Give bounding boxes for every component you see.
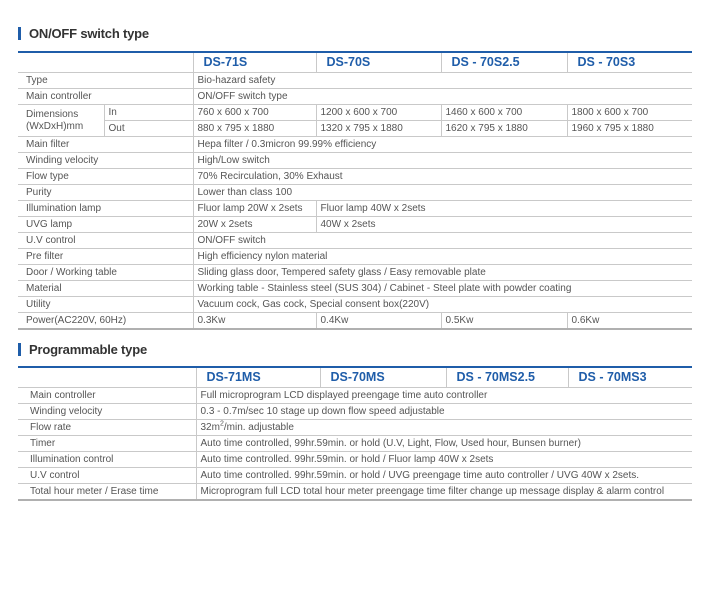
cell-value: Fluor lamp 20W x 2sets [193, 201, 316, 217]
row-label: Pre filter [18, 249, 193, 265]
table-row [18, 89, 692, 105]
row-label: Utility [18, 297, 193, 313]
row-label: Main controller [18, 388, 196, 404]
section-title-programmable [18, 341, 147, 357]
row-label: UVG lamp [18, 217, 193, 233]
flow-rate-exponent: 2 [219, 420, 224, 428]
table-row [18, 169, 692, 185]
header-blank [18, 52, 193, 73]
table-row [18, 297, 692, 313]
row-label: Illumination lamp [18, 201, 193, 217]
sub-label: Out [104, 121, 193, 137]
row-value: High/Low switch [193, 153, 692, 169]
row-value: Working table - Stainless steel (SUS 304) / Cabinet - Steel plate with powder coating [193, 281, 692, 297]
row-label: Illumination control [18, 452, 196, 468]
row-value: ON/OFF switch [193, 233, 692, 249]
table-row [18, 281, 692, 297]
table-row [18, 420, 692, 436]
table-row [18, 137, 692, 153]
table-row [18, 185, 692, 201]
table-row [18, 404, 692, 420]
table-row [18, 217, 692, 233]
model-name: DS - 70S3 [567, 52, 692, 73]
model-name: DS-71MS [196, 367, 320, 388]
model-header-row [18, 52, 692, 73]
cell-value: 20W x 2sets [193, 217, 316, 233]
row-value: ON/OFF switch type [193, 89, 692, 105]
cell-value: 1620 x 795 x 1880 [441, 121, 567, 137]
table-row [18, 388, 692, 404]
row-value: Auto time controlled. 99hr.59min. or hold / Fluor lamp 40W x 2sets [196, 452, 692, 468]
model-header-row [18, 367, 692, 388]
row-value: Hepa filter / 0.3micron 99.99% efficiency [193, 137, 692, 153]
table-row [18, 201, 692, 217]
onoff-spec-table [18, 51, 692, 330]
table-row [18, 153, 692, 169]
row-value: Bio-hazard safety [193, 73, 692, 89]
row-value: Auto time controlled, 99hr.59min. or hold (U.V, Light, Flow, Used hour, Bunsen burner) [196, 436, 692, 452]
row-value: 0.3 - 0.7m/sec 10 stage up down flow speed adjustable [196, 404, 692, 420]
model-name: DS-70S [316, 52, 441, 73]
cell-value: 0.5Kw [441, 313, 567, 330]
row-value [196, 420, 692, 436]
cell-value: 1320 x 795 x 1880 [316, 121, 441, 137]
cell-value: 1800 x 600 x 700 [567, 105, 692, 121]
cell-value: 0.4Kw [316, 313, 441, 330]
table-row [18, 105, 692, 121]
model-name: DS-71S [193, 52, 316, 73]
table-row [18, 484, 692, 501]
row-value: High efficiency nylon material [193, 249, 692, 265]
title-marker [18, 27, 21, 40]
header-blank [18, 367, 196, 388]
table-row [18, 233, 692, 249]
flow-rate-value: 32m [200, 422, 220, 433]
cell-value: 1460 x 600 x 700 [441, 105, 567, 121]
row-label: Door / Working table [18, 265, 193, 281]
row-label: Timer [18, 436, 196, 452]
row-label: U.V control [18, 233, 193, 249]
title-marker [18, 343, 21, 356]
cell-value: 1960 x 795 x 1880 [567, 121, 692, 137]
section-title-onoff [18, 25, 149, 41]
programmable-spec-table [18, 366, 692, 501]
row-value: Sliding glass door, Tempered safety glass / Easy removable plate [193, 265, 692, 281]
cell-value: Fluor lamp 40W x 2sets [316, 201, 692, 217]
row-value: 70% Recirculation, 30% Exhaust [193, 169, 692, 185]
cell-value: 760 x 600 x 700 [193, 105, 316, 121]
row-label: Dimensions (WxDxH)mm [18, 105, 104, 137]
row-value: Microprogram full LCD total hour meter preengage time filter change up message display & alarm control [196, 484, 692, 501]
table-row [18, 468, 692, 484]
cell-value: 0.6Kw [567, 313, 692, 330]
section-title-onoff-text: ON/OFF switch type [29, 25, 149, 41]
model-name: DS - 70MS3 [568, 367, 692, 388]
row-value: Vacuum cock, Gas cock, Special consent box(220V) [193, 297, 692, 313]
table-row [18, 265, 692, 281]
model-name: DS-70MS [320, 367, 446, 388]
row-label: Flow rate [18, 420, 196, 436]
row-label: Total hour meter / Erase time [18, 484, 196, 501]
row-label: Type [18, 73, 193, 89]
row-value: Full microprogram LCD displayed preengage time auto controller [196, 388, 692, 404]
cell-value: 880 x 795 x 1880 [193, 121, 316, 137]
table-row [18, 121, 692, 137]
section-title-programmable-text: Programmable type [29, 341, 147, 357]
row-label: Main controller [18, 89, 193, 105]
cell-value: 40W x 2sets [316, 217, 692, 233]
cell-value: 1200 x 600 x 700 [316, 105, 441, 121]
cell-value: 0.3Kw [193, 313, 316, 330]
table-row [18, 249, 692, 265]
row-label: Power(AC220V, 60Hz) [18, 313, 193, 330]
model-name: DS - 70MS2.5 [446, 367, 568, 388]
row-value: Lower than class 100 [193, 185, 692, 201]
row-label: Flow type [18, 169, 193, 185]
row-label: Material [18, 281, 193, 297]
row-label: Main filter [18, 137, 193, 153]
model-name: DS - 70S2.5 [441, 52, 567, 73]
table-row [18, 436, 692, 452]
row-label: Winding velocity [18, 404, 196, 420]
flow-rate-unit: /min. adjustable [223, 422, 294, 433]
row-label: Purity [18, 185, 193, 201]
table-row [18, 452, 692, 468]
sub-label: In [104, 105, 193, 121]
table-row [18, 313, 692, 330]
row-label: U.V control [18, 468, 196, 484]
row-label: Winding velocity [18, 153, 193, 169]
row-value: Auto time controlled. 99hr.59min. or hold / UVG preengage time auto controller / UVG 40W x 2sets. [196, 468, 692, 484]
table-row [18, 73, 692, 89]
